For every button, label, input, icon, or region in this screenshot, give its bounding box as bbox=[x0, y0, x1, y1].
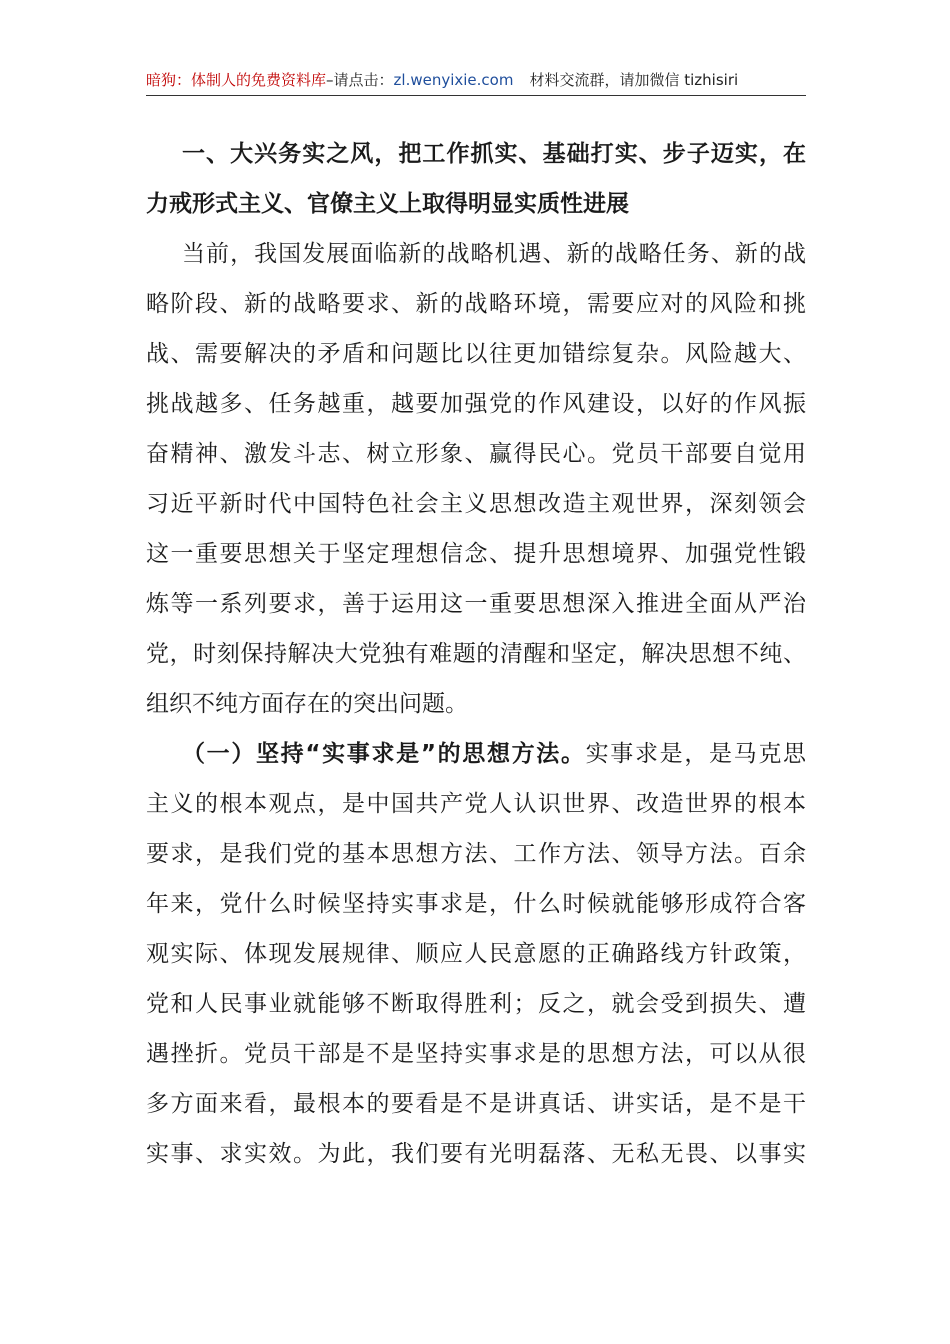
header-divider bbox=[146, 95, 806, 96]
paragraph-line: 主义的根本观点，是中国共产党人认识世界、改造世界的根本 bbox=[146, 791, 806, 817]
paragraph-line-rest: 实事求是，是马克思 bbox=[585, 741, 806, 767]
document-body bbox=[146, 129, 806, 1179]
heading-line: 一、大兴务实之风，把工作抓实、基础打实、步子迈实，在 bbox=[182, 141, 806, 167]
section-heading bbox=[146, 129, 806, 229]
paragraph-line: 年来，党什么时候坚持实事求是，什么时候就能够形成符合客 bbox=[146, 891, 806, 917]
paragraph-line: 炼等一系列要求，善于运用这一重要思想深入推进全面从严治 bbox=[146, 591, 806, 617]
paragraph-first-line bbox=[146, 729, 806, 779]
header-url-link[interactable]: zl.wenyixie.com bbox=[393, 71, 514, 89]
paragraph-line: 奋精神、激发斗志、树立形象、赢得民心。党员干部要自觉用 bbox=[146, 441, 806, 467]
paragraph-line: 党和人民事业就能够不断取得胜利；反之，就会受到损失、遭 bbox=[146, 991, 806, 1017]
paragraph-line: 当前，我国发展面临新的战略机遇、新的战略任务、新的战 bbox=[182, 241, 806, 267]
paragraph-1 bbox=[146, 229, 806, 729]
paragraph-line: 实事、求实效。为此，我们要有光明磊落、无私无畏、以事实 bbox=[146, 1141, 806, 1167]
paragraph-line: 组织不纯方面存在的突出问题。 bbox=[146, 691, 468, 717]
header-brand: 暗狗：体制人的免费资料库 bbox=[146, 71, 327, 89]
paragraph-line: 战、需要解决的矛盾和问题比以往更加错综复杂。风险越大、 bbox=[146, 341, 806, 367]
heading-line: 力戒形式主义、官僚主义上取得明显实质性进展 bbox=[146, 191, 629, 217]
subsection-title: （一）坚持“实事求是”的思想方法。 bbox=[182, 741, 586, 767]
paragraph-line: 要求，是我们党的基本思想方法、工作方法、领导方法。百余 bbox=[146, 841, 806, 867]
paragraph-line: 习近平新时代中国特色社会主义思想改造主观世界，深刻领会 bbox=[146, 491, 806, 517]
paragraph-line: 这一重要思想关于坚定理想信念、提升思想境界、加强党性锻 bbox=[146, 541, 806, 567]
paragraph-line: 略阶段、新的战略要求、新的战略环境，需要应对的风险和挑 bbox=[146, 291, 806, 317]
paragraph-line: 党，时刻保持解决大党独有难题的清醒和坚定，解决思想不纯、 bbox=[146, 641, 806, 667]
paragraph-line: 挑战越多、任务越重，越要加强党的作风建设，以好的作风振 bbox=[146, 391, 806, 417]
paragraph-line: 遇挫折。党员干部是不是坚持实事求是的思想方法，可以从很 bbox=[146, 1041, 806, 1067]
header-link-label: –请点击： bbox=[326, 71, 394, 89]
paragraph-line: 观实际、体现发展规律、顺应人民意愿的正确路线方针政策， bbox=[146, 941, 806, 967]
page-header bbox=[146, 70, 806, 94]
header-contact: 材料交流群，请加微信 tizhisiri bbox=[529, 71, 739, 89]
paragraph-line: 多方面来看，最根本的要看是不是讲真话、讲实话，是不是干 bbox=[146, 1091, 806, 1117]
paragraph-2 bbox=[146, 729, 806, 1179]
